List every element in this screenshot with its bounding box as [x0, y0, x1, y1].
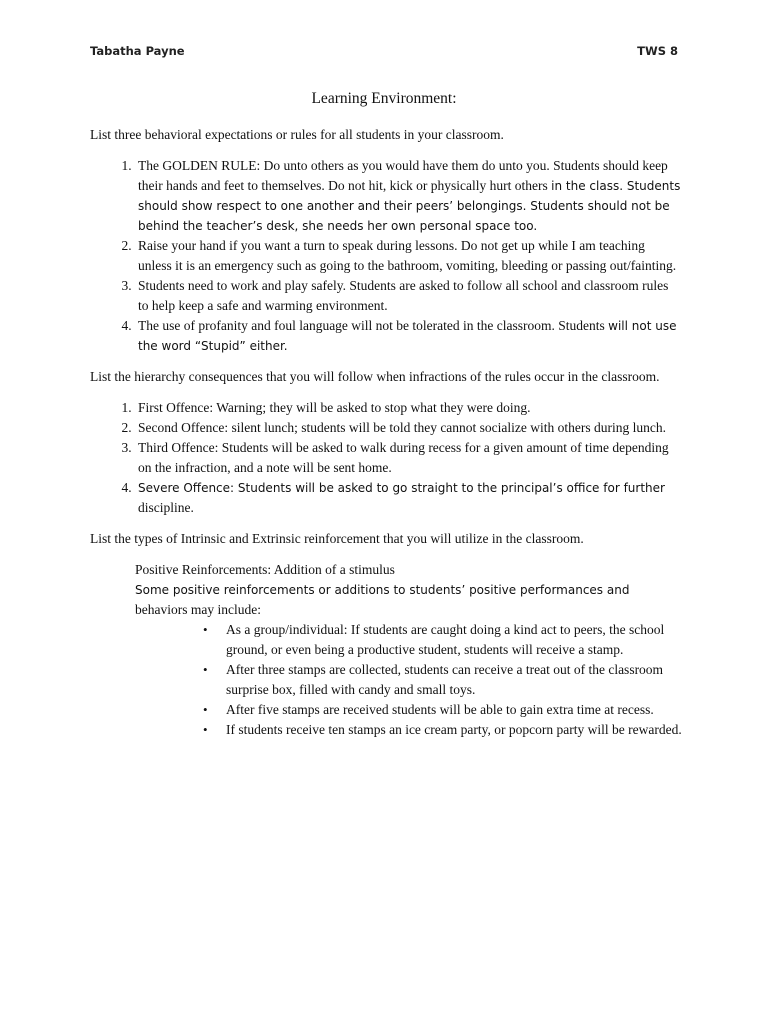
reinforcement-intro — [90, 580, 682, 620]
list-item — [135, 156, 682, 236]
consequence-text: First Offence: Warning; they will be asked to stop what they were doing. — [138, 400, 531, 415]
list-item — [135, 236, 682, 276]
consequence-text-tail: discipline. — [138, 500, 194, 515]
reinforcement-subheading: Positive Reinforcements: Addition of a stimulus — [135, 562, 395, 577]
bullet-text: After five stamps are received students will be able to gain extra time at recess. — [226, 702, 654, 717]
bullet-text: If students receive ten stamps an ice cream party, or popcorn party will be rewarded. — [226, 722, 682, 737]
list-item — [135, 478, 682, 518]
list-item — [203, 660, 682, 700]
list-item — [135, 316, 682, 356]
list-item — [135, 276, 682, 316]
list-item — [203, 700, 682, 720]
reinforcement-prompt: List the types of Intrinsic and Extrinsic reinforcement that you will utilize in the classroom. — [90, 531, 584, 546]
rule-text-sans: will not use the word “Stupid” either. — [138, 319, 677, 353]
bullet-icon: • — [203, 662, 208, 677]
header-author: Tabatha Payne — [90, 44, 185, 58]
bullet-icon: • — [203, 702, 208, 717]
rules-prompt: List three behavioral expectations or rules for all students in your classroom. — [90, 127, 504, 142]
document-body — [90, 125, 682, 740]
bullet-icon: • — [203, 722, 208, 737]
rule-text: The use of profanity and foul language will not be tolerated in the classroom. Students — [138, 318, 605, 333]
consequences-prompt: List the hierarchy consequences that you will follow when infractions of the rules occur in the classroom. — [90, 369, 660, 384]
rule-text-sans: in the class. Students should show respect to one another and their peers’ belongings. Students should not be behind the teacher’s desk, she needs her own personal space too. — [138, 179, 681, 233]
list-item — [135, 418, 682, 438]
rules-list — [90, 156, 682, 356]
list-item — [135, 438, 682, 478]
page-title: Learning Environment: — [311, 90, 457, 107]
list-item — [135, 398, 682, 418]
header-page-label: TWS 8 — [637, 44, 678, 58]
rule-text: Students need to work and play safely. Students are asked to follow all school and classroom rules to help keep a safe and warming environment. — [138, 278, 669, 313]
reinforcement-intro-sans: Some positive reinforcements or additions to students’ positive performances and — [135, 583, 630, 597]
bullet-icon: • — [203, 622, 208, 637]
reinforcement-bullets — [90, 620, 682, 740]
rule-text: The GOLDEN RULE: Do unto others as you would have them do unto you. Students should keep their hands and feet to themselves. Do not hit, kick or physically hurt others — [138, 158, 668, 193]
bullet-text: As a group/individual: If students are caught doing a kind act to peers, the school ground, or even being a productive student, students will receive a stamp. — [226, 622, 665, 657]
list-item — [203, 720, 682, 740]
consequence-text: Second Offence: silent lunch; students will be told they cannot socialize with others during lunch. — [138, 420, 667, 435]
rule-text: Raise your hand if you want a turn to speak during lessons. Do not get up while I am teaching unless it is an emergency such as going to the bathroom, vomiting, bleeding or passing out/fainting. — [138, 238, 677, 273]
reinforcement-intro-tail: behaviors may include: — [135, 602, 261, 617]
bullet-text: After three stamps are collected, students can receive a treat out of the classroom surprise box, filled with candy and small toys. — [226, 662, 664, 697]
list-item — [203, 620, 682, 660]
consequence-text: Third Offence: Students will be asked to walk during recess for a given amount of time depending on the infraction, and a note will be sent home. — [138, 440, 669, 475]
consequence-text-sans: Severe Offence: Students will be asked to go straight to the principal’s office for further — [138, 481, 665, 495]
consequences-list — [90, 398, 682, 518]
